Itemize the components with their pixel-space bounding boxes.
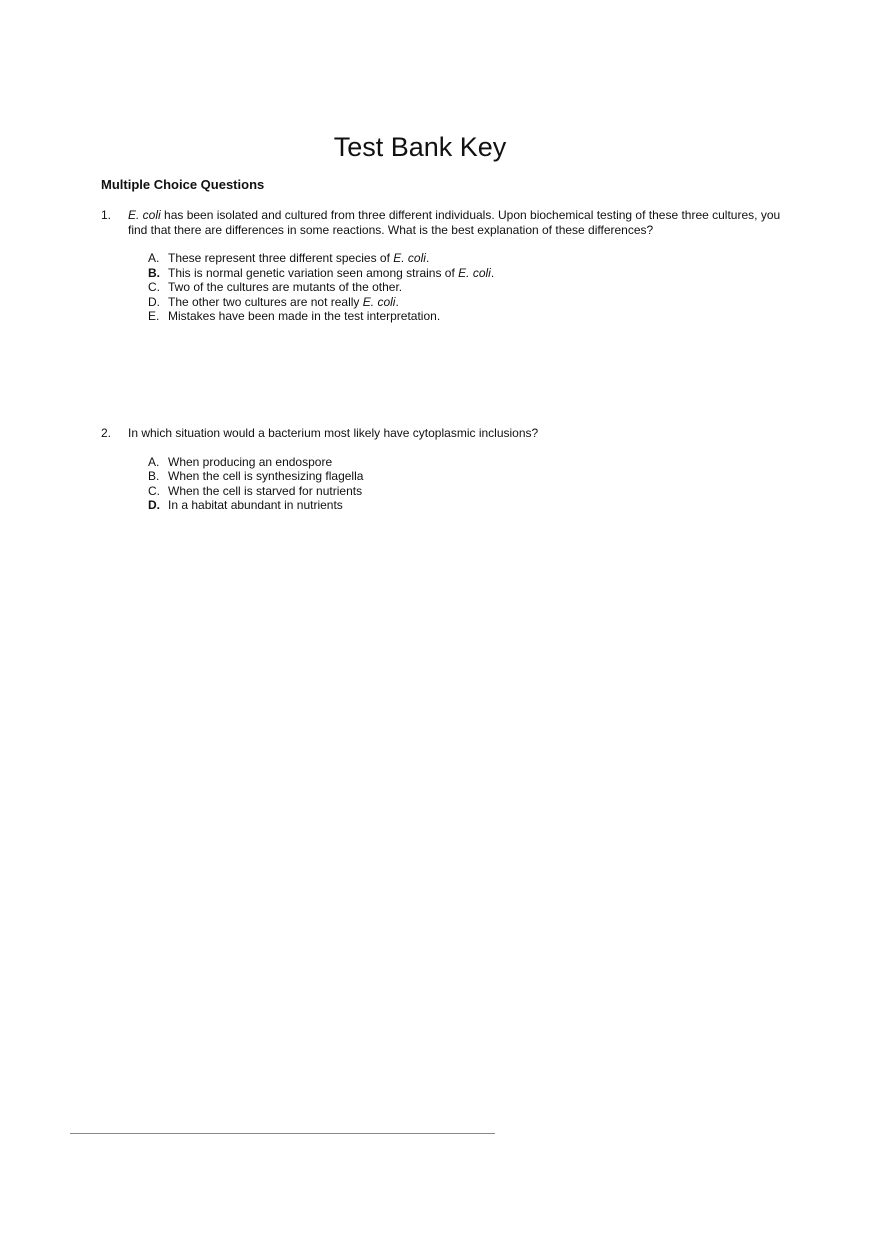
option-text: These represent three different species of	[168, 251, 394, 265]
option-text: This is normal genetic variation seen among strains of	[168, 265, 459, 280]
option-after: .	[490, 265, 495, 280]
option-letter: C.	[148, 483, 160, 498]
option-letter: A.	[148, 251, 160, 265]
option-letter: D.	[148, 294, 160, 309]
question-number: 2.	[101, 426, 112, 440]
option-text: When the cell is synthesizing flagella	[168, 469, 364, 484]
option-letter: A.	[148, 454, 160, 469]
option-italic-text: E. coli	[362, 294, 396, 309]
option-italic-text: E. coli	[393, 251, 426, 265]
option-italic-text: E. coli	[458, 265, 491, 280]
question-2	[101, 426, 781, 513]
stem-text: has been isolated and cultured from three different individuals. Upon biochemical testing of these three cultures, you find that there are differences in some reactions. What is the best explanation of these differences?	[128, 208, 781, 237]
option-d	[148, 295, 781, 310]
question-number: 1.	[101, 208, 112, 222]
answer-options	[148, 251, 781, 324]
question-stem	[128, 208, 781, 237]
option-letter: C.	[148, 280, 160, 295]
option-text: In a habitat abundant in nutrients	[168, 498, 343, 513]
option-c	[148, 280, 781, 295]
option-b-correct	[148, 266, 781, 281]
answer-options	[148, 455, 781, 513]
option-letter: B.	[148, 265, 160, 280]
question-stem: In which situation would a bacterium most likely have cytoplasmic inclusions?	[128, 426, 539, 440]
option-letter: D.	[148, 498, 160, 513]
option-text: Two of the cultures are mutants of the other.	[168, 280, 403, 295]
stem-italic-text: E. coli	[128, 208, 161, 222]
section-heading: Multiple Choice Questions	[101, 177, 265, 192]
option-after: .	[425, 251, 430, 265]
option-text: When producing an endospore	[168, 454, 333, 469]
option-b	[148, 469, 781, 484]
option-letter: E.	[148, 309, 160, 324]
question-1	[101, 208, 781, 324]
option-e	[148, 309, 781, 324]
option-d-correct	[148, 498, 781, 513]
option-letter: B.	[148, 469, 160, 484]
option-c	[148, 484, 781, 499]
option-a	[148, 455, 781, 470]
option-after: .	[395, 294, 399, 309]
option-text: When the cell is starved for nutrients	[168, 483, 363, 498]
option-text: Mistakes have been made in the test interpretation.	[168, 309, 441, 324]
footer-divider	[70, 1133, 495, 1134]
page-title: Test Bank Key	[333, 132, 507, 162]
option-a	[148, 251, 781, 266]
option-text: The other two cultures are not really	[168, 294, 363, 309]
